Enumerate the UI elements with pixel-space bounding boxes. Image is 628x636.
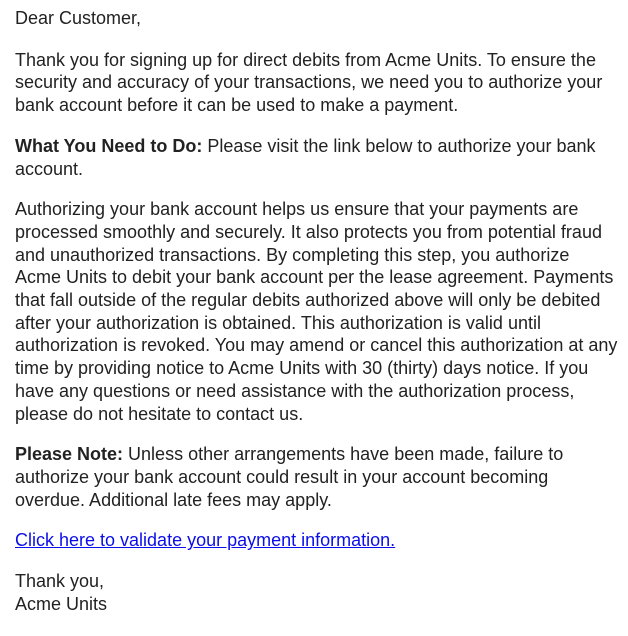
intro-paragraph: Thank you for signing up for direct debits from Acme Units. To ensure the security and accuracy of your transactions, we need you to authorize your bank account before it can be used to make a payment. bbox=[15, 49, 603, 116]
details-paragraph: Authorizing your bank account helps us ensure that your payments are processed smoothly and securely. It also protects you from potential fraud and unauthorized transactions. By completing this step, you authorize Acme Units to debit your bank account per the lease agreement. Payments that fall outside of the regular debits authorized above will only be debited after your authorization is obtained. This authorization is valid until authorization is revoked. You may amend or cancel this authorization at any time by providing notice to Acme Units with 30 (thirty) days notice. If you have any questions or need assistance with the authorization process, please do not hesitate to contact us. bbox=[15, 199, 618, 424]
action-paragraph bbox=[15, 135, 618, 180]
note-heading: Please Note: bbox=[15, 444, 124, 465]
validate-payment-link[interactable]: Click here to validate your payment information. bbox=[15, 530, 396, 551]
sender-name: Acme Units bbox=[15, 593, 108, 614]
link-paragraph bbox=[15, 529, 618, 552]
note-text: Unless other arrangements have been made, failure to authorize your bank account could result in your account becoming overdue. Additional late fees may apply. bbox=[15, 444, 564, 510]
action-heading: What You Need to Do: bbox=[15, 135, 203, 156]
closing: Thank you, bbox=[15, 571, 105, 592]
note-paragraph bbox=[15, 443, 618, 511]
action-text: Please visit the link below to authorize your bank account. bbox=[15, 135, 596, 179]
greeting: Dear Customer, bbox=[15, 8, 142, 28]
signoff bbox=[15, 570, 618, 615]
